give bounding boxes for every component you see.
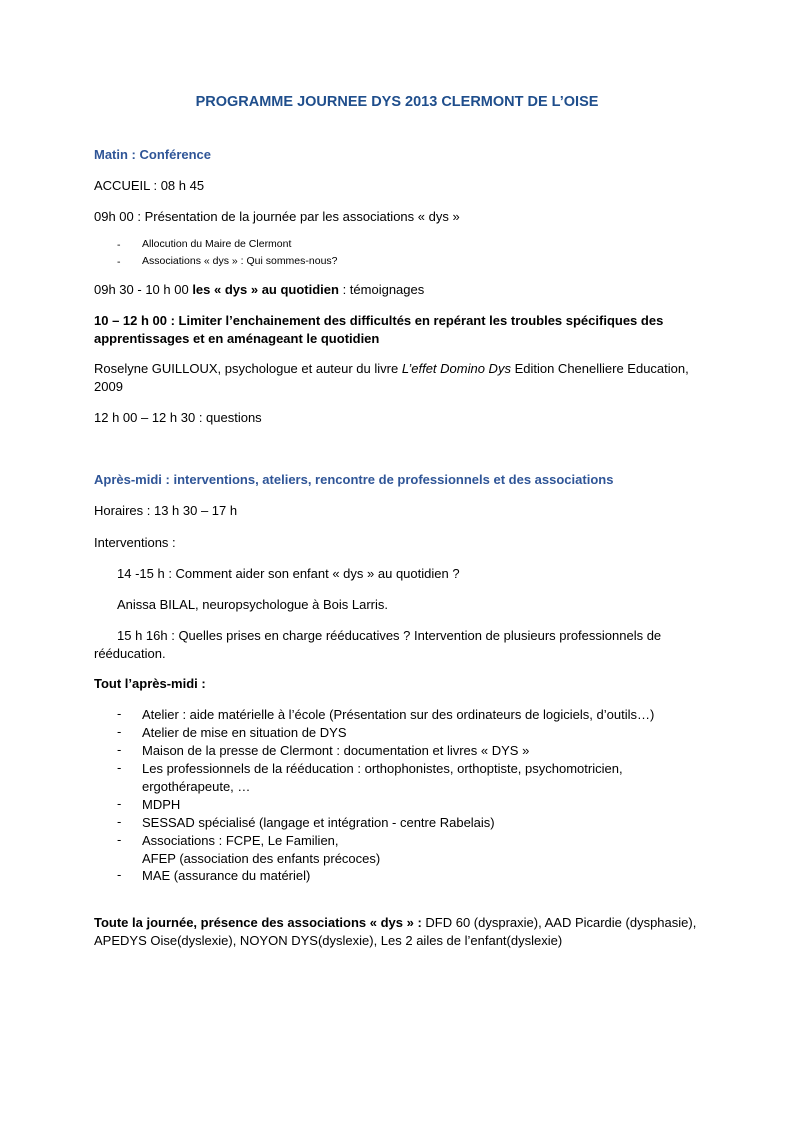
page-title: PROGRAMME JOURNEE DYS 2013 CLERMONT DE L’OISE <box>195 94 599 110</box>
temoignages-time: 09h 30 - 10 h 00 <box>94 282 193 297</box>
horaires-line: Horaires : 13 h 30 – 17 h <box>94 503 238 518</box>
afternoon-heading: Après-midi : interventions, ateliers, rencontre de professionnels et des associations <box>94 472 614 487</box>
morning-heading: Matin : Conférence <box>94 147 212 162</box>
afternoon-item: Atelier de mise en situation de DYS <box>142 725 347 740</box>
all-day-associations: DFD 60 (dyspraxie), AAD Picardie (dysphasie), APEDYS Oise(dyslexie), NOYON DYS(dyslexie), Les 2 ailes de l’enfant(dyslexie) <box>94 915 697 948</box>
intro-item: Allocution du Maire de Clermont <box>142 238 292 250</box>
afternoon-item: Atelier : aide matérielle à l’école (Présentation sur des ordinateurs de logiciels, d’outils…) <box>142 707 655 722</box>
speaker-text: Roselyne GUILLOUX, psychologue et auteur du livre <box>94 361 402 376</box>
questions-line: 12 h 00 – 12 h 30 : questions <box>94 410 262 425</box>
intro-line: 09h 00 : Présentation de la journée par les associations « dys » <box>94 209 460 224</box>
bullet-dash: - <box>117 867 122 882</box>
bullet-dash: - <box>117 760 122 775</box>
speaker-line <box>94 360 700 395</box>
accueil-line: ACCUEIL : 08 h 45 <box>94 178 205 193</box>
temoignages-bold: les « dys » au quotidien <box>192 282 339 297</box>
bullet-dash: - <box>117 796 122 811</box>
temoignages-line <box>94 281 700 299</box>
bullet-dash: - <box>117 742 122 757</box>
bullet-dash: - <box>117 256 121 268</box>
afternoon-item: SESSAD spécialisé (langage et intégration - centre Rabelais) <box>142 815 495 830</box>
intervention-1: 14 -15 h : Comment aider son enfant « dys » au quotidien ? <box>117 566 460 581</box>
all-afternoon-label: Tout l’après-midi : <box>94 676 206 691</box>
bullet-dash: - <box>117 706 122 721</box>
bullet-dash: - <box>117 814 122 829</box>
talk-title: 10 – 12 h 00 : Limiter l’enchainement des difficultés en repérant les troubles spécifiques des apprentissages et en aménageant le quotidien <box>94 313 664 346</box>
bullet-dash: - <box>117 724 122 739</box>
intervention-1-speaker: Anissa BILAL, neuropsychologue à Bois Larris. <box>117 597 388 612</box>
book-title: L’effet Domino Dys <box>401 361 511 376</box>
afternoon-item: Maison de la presse de Clermont : documentation et livres « DYS » <box>142 743 530 758</box>
afternoon-item: MAE (assurance du matériel) <box>142 868 311 883</box>
bullet-dash: - <box>117 832 122 847</box>
afternoon-item: Associations : FCPE, Le Familien, AFEP (association des enfants précoces) <box>142 833 381 866</box>
afternoon-item: Les professionnels de la rééducation : orthophonistes, orthoptiste, psychomotricien, ergothérapeute, … <box>142 761 623 794</box>
intervention-2: 15 h 16h : Quelles prises en charge rééducatives ? Intervention de plusieurs professionnels de rééducation. <box>94 628 662 661</box>
bullet-dash: - <box>117 239 121 251</box>
interventions-label: Interventions : <box>94 535 176 550</box>
speaker-edition: Edition Chenelliere Education, 2009 <box>94 361 689 394</box>
afternoon-item: MDPH <box>142 797 181 812</box>
temoignages-rest: : témoignages <box>338 282 425 297</box>
intro-item: Associations « dys » : Qui sommes-nous? <box>142 255 338 267</box>
all-day-label: Toute la journée, présence des associations « dys » : <box>94 915 422 930</box>
all-day-line <box>94 914 700 949</box>
